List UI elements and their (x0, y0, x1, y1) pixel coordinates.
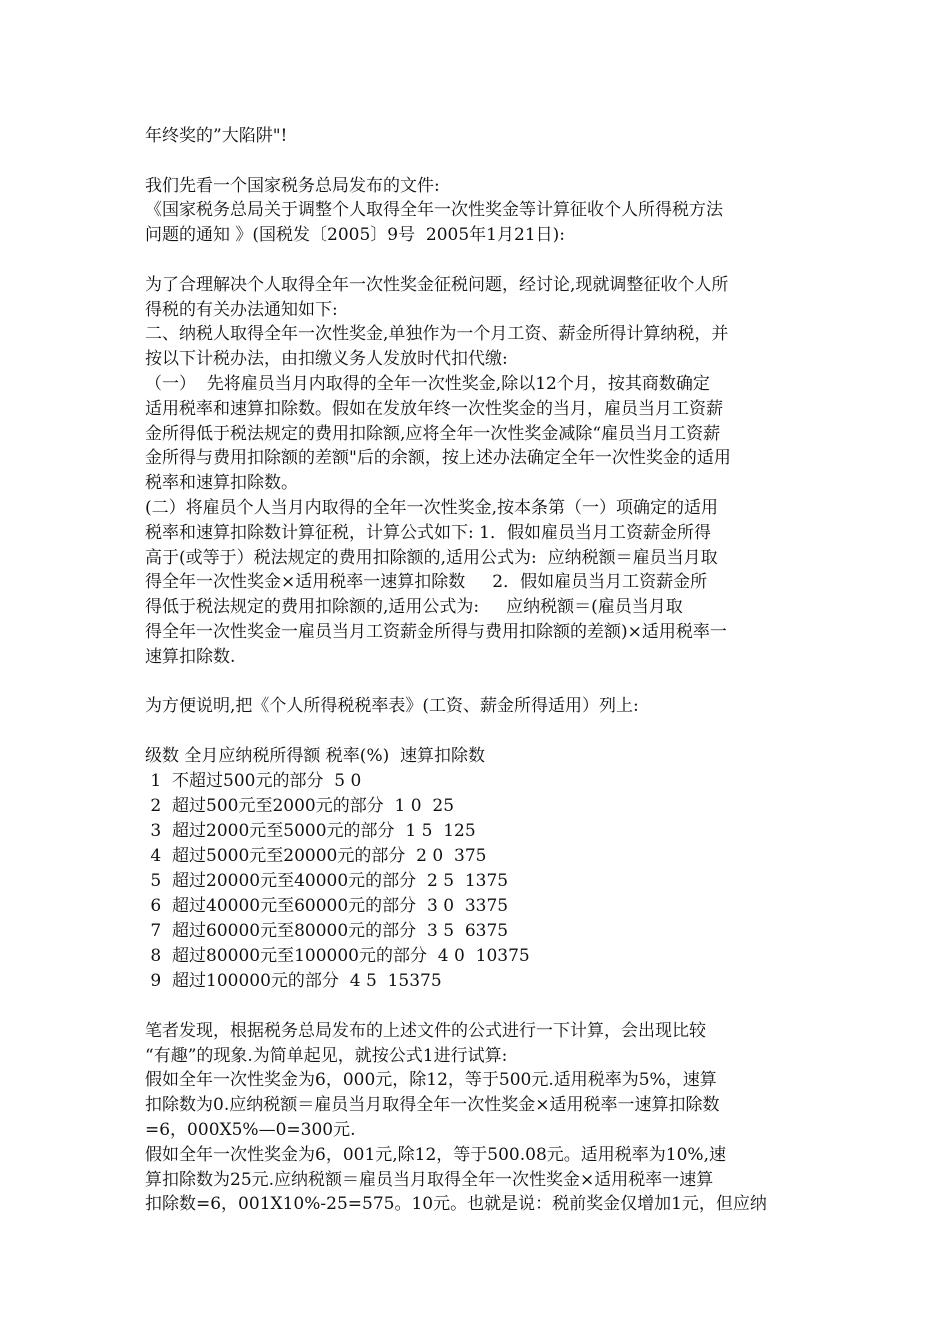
intro-block (145, 124, 815, 149)
tax-rate-table (145, 744, 815, 994)
text-line: 《国家税务总局关于调整个人取得全年一次性奖金等计算征收个人所得税方法 (145, 200, 723, 221)
text-line: 扣除数=6，001X10%-25=575。10元。也就是说：税前奖金仅增加1元，但应纳 (145, 1194, 767, 1215)
notice-body-block (145, 273, 815, 670)
table-row: 8 超过80000元至100000元的部分 4 0 10375 (145, 945, 530, 966)
table-row: 3 超过2000元至5000元的部分 1 5 125 (145, 820, 476, 841)
text-line: 税率和速算扣除数。 (145, 473, 298, 494)
paragraph-gap (145, 248, 815, 273)
text-line: 适用税率和速算扣除数。假如在发放年终一次性奖金的当月，雇员当月工资薪 (145, 398, 723, 419)
text-line: (二）将雇员个人当月内取得的全年一次性奖金,按本条第（一）项确定的适用 (145, 497, 719, 518)
text-line: 扣除数为0.应纳税额＝雇员当月取得全年一次性奖金×适用税率一速算扣除数 (145, 1095, 720, 1116)
text-line: 假如全年一次性奖金为6，000元，除12，等于500元.适用税率为5%，速算 (145, 1070, 717, 1091)
text-line: 速算扣除数. (145, 646, 236, 667)
text-line: 税率和速算扣除数计算征税，计算公式如下: 1．假如雇员当月工资薪金所得 (145, 522, 711, 543)
table-row: 9 超过100000元的部分 4 5 15375 (145, 970, 442, 991)
paragraph-gap (145, 994, 815, 1019)
table-row: 1 不超过500元的部分 5 0 (145, 770, 362, 791)
notice-reference-block (145, 174, 815, 248)
document-page (145, 124, 815, 1217)
text-line: =6，000X5%—0=300元. (145, 1119, 356, 1140)
text-line: 金所得与费用扣除额的差额"后的余额，按上述办法确定全年一次性奖金的适用 (145, 448, 731, 469)
text-line: 问题的通知 》(国税发〔2005〕9号 2005年1月21日): (145, 225, 565, 246)
text-line: 年终奖的”大陷阱"! (145, 126, 288, 146)
text-line: “有趣”的现象.为简单起见，就按公式1进行试算: (145, 1045, 508, 1066)
table-row: 5 超过20000元至40000元的部分 2 5 1375 (145, 870, 509, 891)
paragraph-gap (145, 670, 815, 695)
text-line: 得全年一次性奖金×适用税率一速算扣除数 2．假如雇员当月工资薪金所 (145, 572, 708, 593)
text-line: 二、纳税人取得全年一次性奖金,单独作为一个月工资、薪金所得计算纳税，并 (145, 324, 729, 345)
text-line: 为了合理解决个人取得全年一次性奖金征税问题，经讨论,现就调整征收个人所 (145, 274, 729, 295)
table-row: 6 超过40000元至60000元的部分 3 0 3375 (145, 895, 509, 916)
text-line: 笔者发现，根据税务总局发布的上述文件的公式进行一下计算，会出现比较 (145, 1020, 706, 1041)
calculation-block (145, 1019, 815, 1217)
table-row: 7 超过60000元至80000元的部分 3 5 6375 (145, 920, 509, 941)
table-header: 级数 全月应纳税所得额 税率(%) 速算扣除数 (145, 745, 486, 766)
paragraph-gap (145, 149, 815, 174)
text-line: 金所得低于税法规定的费用扣除额,应将全年一次性奖金减除“雇员当月工资薪 (145, 423, 721, 444)
text-line: 按以下计税办法，由扣缴义务人发放时代扣代缴: (145, 349, 508, 370)
text-line: （一） 先将雇员当月内取得的全年一次性奖金,除以12个月，按其商数确定 (145, 373, 710, 394)
table-row: 4 超过5000元至20000元的部分 2 0 375 (145, 845, 487, 866)
text-line: 为方便说明,把《个人所得税税率表》(工资、薪金所得适用）列上: (145, 696, 639, 717)
text-line: 高于(或等于）税法规定的费用扣除额的,适用公式为: 应纳税额＝雇员当月取 (145, 547, 718, 568)
text-line: 我们先看一个国家税务总局发布的文件: (145, 175, 440, 196)
text-line: 得低于税法规定的费用扣除额的,适用公式为: 应纳税额＝(雇员当月取 (145, 597, 683, 618)
table-row: 2 超过500元至2000元的部分 1 0 25 (145, 795, 455, 816)
text-line: 得全年一次性奖金一雇员当月工资薪金所得与费用扣除额的差额)×适用税率一 (145, 621, 727, 642)
text-line: 得税的有关办法通知如下: (145, 299, 338, 320)
paragraph-gap (145, 719, 815, 744)
text-line: 假如全年一次性奖金为6，001元,除12，等于500.08元。适用税率为10%,速 (145, 1144, 726, 1165)
table-intro-block (145, 694, 815, 719)
text-line: 算扣除数为25元.应纳税额＝雇员当月取得全年一次性奖金×适用税率一速算 (145, 1169, 714, 1190)
